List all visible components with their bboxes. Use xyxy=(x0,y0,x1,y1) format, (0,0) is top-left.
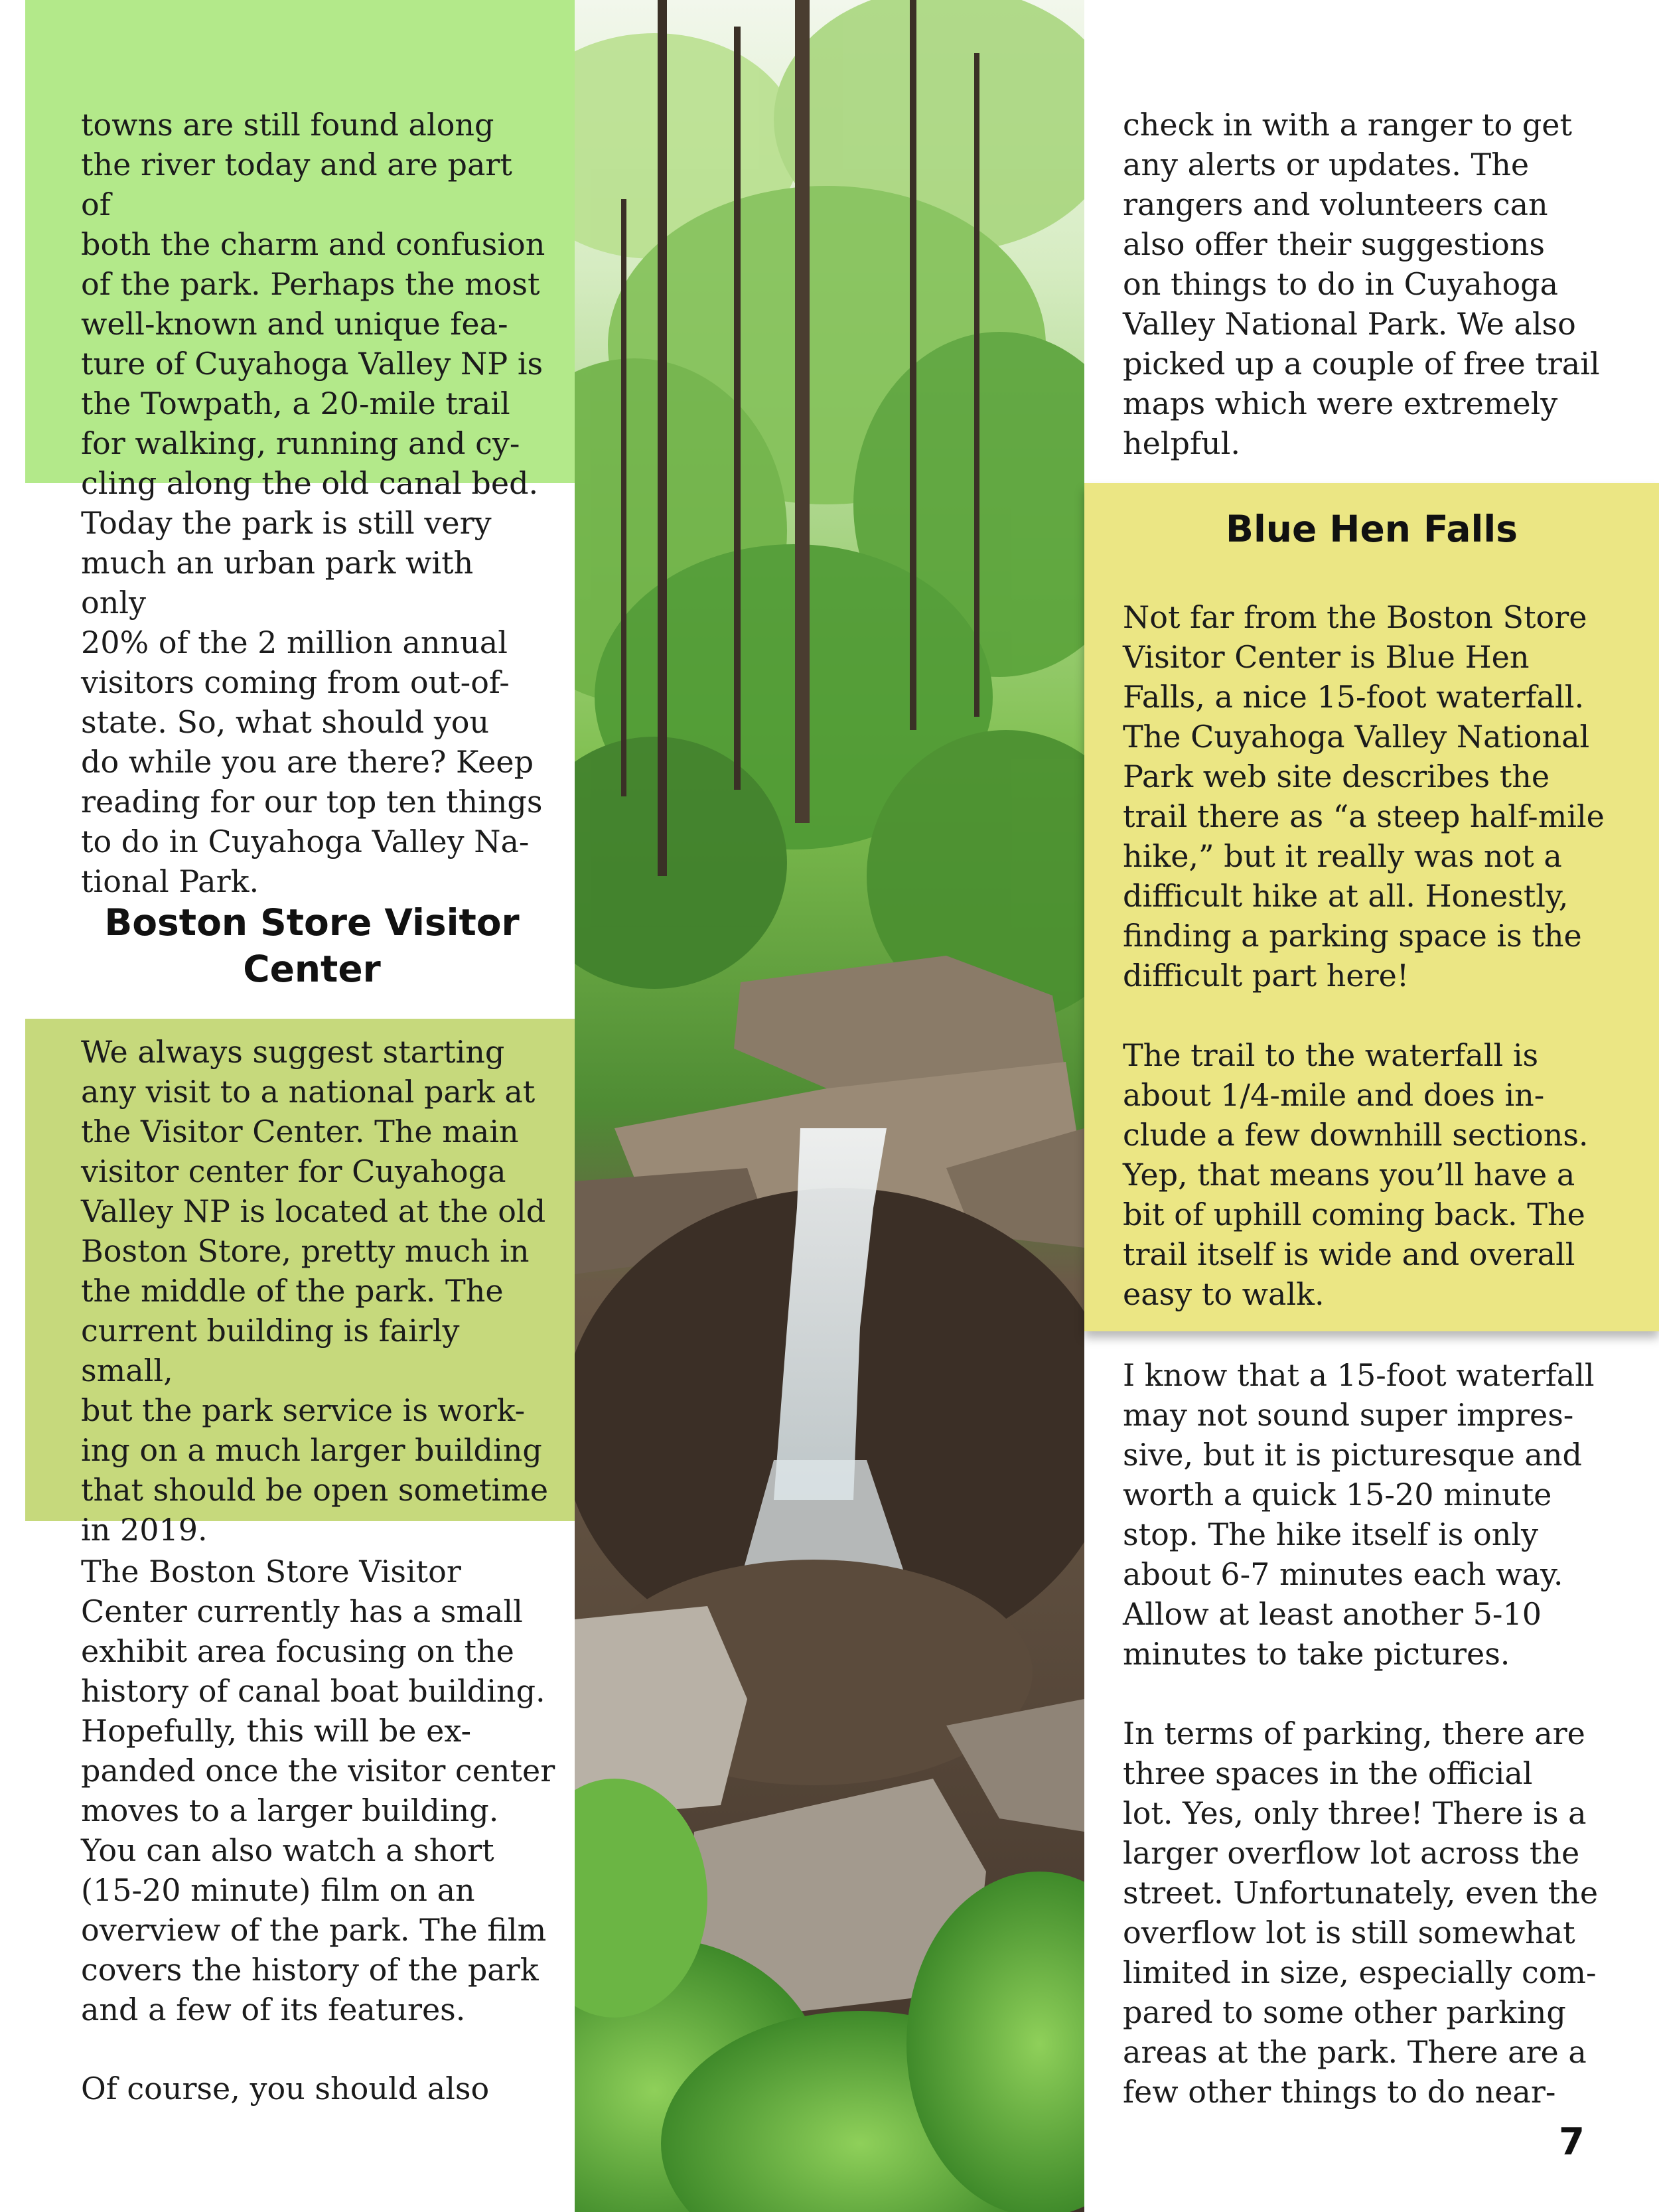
heading-boston-store: Boston Store Visitor Center xyxy=(104,901,520,990)
paragraph-urban-park: Today the park is still very much an urban park with only 20% of the 2 million annual visitors coming from out-of- state. So, what should you do while you are there? Keep reading for our top ten things to do in Cuyahoga Valley Na- tional Park. xyxy=(81,505,543,899)
page-number: 7 xyxy=(1559,2120,1585,2164)
paragraph-exhibit: The Boston Store Visitor Center currently has a small exhibit area focusing on the history of canal boat building. Hopefully, this will be ex- panded once the visitor center moves to a larger building. You can also watch a short (15-20 minute) film on an overview of the park. The film covers the history of the park and a few of its features. xyxy=(81,1554,555,2028)
paragraph-of-course: Of course, you should also xyxy=(81,2071,490,2106)
paragraph-parking: In terms of parking, there are three spaces in the official lot. Yes, only three! There is a larger overflow lot across the street. Unfortunately, even the overflow lot is still somewhat limited in size, especially com- pared to some other parking areas at the park. There are a few other things to do near- xyxy=(1123,1716,1599,2110)
heading-blue-hen-falls: Blue Hen Falls xyxy=(1226,508,1518,550)
blue-hen-falls-paragraph-2: The trail to the waterfall is about 1/4-mile and does in- clude a few downhill sections. Yep, that means you’ll have a bit of uphill coming back. The trail itself is wide and overall easy to walk. xyxy=(1123,1037,1589,1312)
waterfall-forest-photo xyxy=(575,0,1084,2212)
paragraph-waterfall-impressive: I know that a 15-foot waterfall may not sound super impres- sive, but it is picturesque and worth a quick 15-20 minute stop. The hike itself is only about 6-7 minutes each way. Allow at least another 5-10 minutes to take pictures. xyxy=(1123,1357,1595,1672)
blue-hen-falls-paragraph-1: Not far from the Boston Store Visitor Center is Blue Hen Falls, a nice 15-foot waterfall. The Cuyahoga Valley National Park web site describes the trail there as “a steep half-mile hike,” but it really was not a difficult hike at all. Honestly, finding a parking space is the difficult part here! xyxy=(1123,599,1605,994)
ranger-check-in-text: check in with a ranger to get any alerts or updates. The rangers and volunteers can also offer their suggestions on things to do in Cuyahoga Valley National Park. We also picked up a couple of free trail maps which were extremely helpful. xyxy=(1123,107,1600,461)
visitor-center-box-text: We always suggest starting any visit to a national park at the Visitor Center. The main visitor center for Cuyahoga Valley NP is located at the old Boston Store, pretty much in the middle of the park. The current building is fairly small, but the park service is work- ing on a much larger building that should be open sometime in 2019. xyxy=(81,1034,549,1548)
intro-box-text: towns are still found along the river today and are part of both the charm and confusion of the park. Perhaps the most well-known and unique fea- ture of Cuyahoga Valley NP is the Towpath, a 20-mile trail for walking, running and cy- cling along the old canal bed. xyxy=(81,107,545,501)
